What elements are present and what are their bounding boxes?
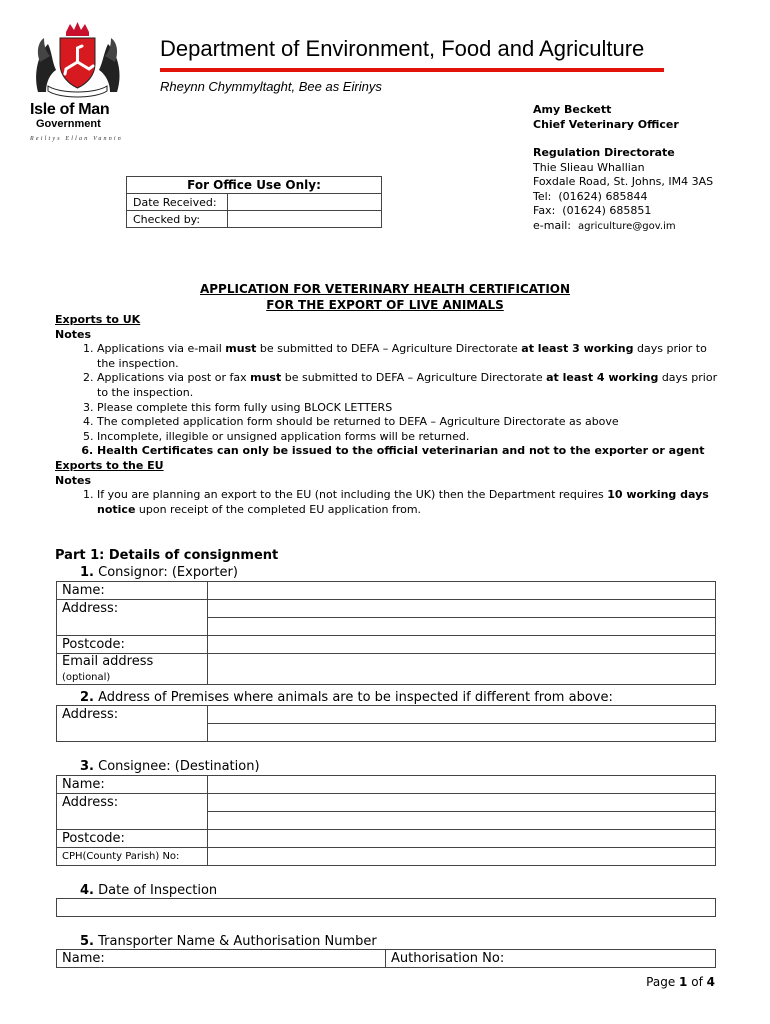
list-item: 2. Applications via post or fax must be submitted to DEFA – Agriculture Directorate at least 4 working days prior to the inspection. <box>97 371 725 400</box>
consignee-name-label: Name: <box>57 776 208 794</box>
premises-address-field-2[interactable] <box>208 724 716 742</box>
consignee-table <box>56 775 716 866</box>
uk-notes-list <box>55 342 725 459</box>
consignor-email-label: Email address (optional) <box>57 654 208 685</box>
list-item: 1. If you are planning an export to the EU (not including the UK) then the Department requires 10 working days notice upon receipt of the completed EU application from. <box>97 488 725 517</box>
isle-of-man-crest-logo <box>30 22 125 100</box>
email-link[interactable]: agriculture@gov.im <box>578 220 676 232</box>
premises-address-label: Address: <box>57 706 208 724</box>
consignee-postcode-label: Postcode: <box>57 830 208 848</box>
inspection-date-field[interactable] <box>57 899 716 917</box>
consignee-address-field-1[interactable] <box>208 794 716 812</box>
office-use-table <box>126 176 382 228</box>
premises-table <box>56 705 716 742</box>
consignor-postcode-field[interactable] <box>208 636 716 654</box>
form-heading-line1: APPLICATION FOR VETERINARY HEALTH CERTIFICATION <box>199 282 571 296</box>
question-1-label: 1. Consignor: (Exporter) <box>80 565 238 580</box>
checked-by-label: Checked by: <box>127 211 228 228</box>
department-manx-title: Rheynn Chymmyltaght, Bee as Eirinys <box>160 79 382 94</box>
list-item: 1. Applications via e-mail must be submitted to DEFA – Agriculture Directorate at least 3 working days prior to the inspection. <box>97 342 725 371</box>
consignee-address-label: Address: <box>57 794 208 812</box>
logo-name: Isle of Man <box>30 101 110 118</box>
consignor-address-field-2[interactable] <box>208 618 716 636</box>
checked-by-field[interactable] <box>228 211 382 228</box>
eu-notes-label: Notes <box>55 473 92 487</box>
inspection-date-table <box>56 898 716 917</box>
exports-uk-title: Exports to UK <box>55 313 141 326</box>
department-title: Department of Environment, Food and Agriculture <box>160 36 645 61</box>
contact-email: e-mail: agriculture@gov.im <box>533 218 676 232</box>
part1-title: Part 1: Details of consignment <box>55 548 279 563</box>
consignor-name-field[interactable] <box>208 582 716 600</box>
consignee-postcode-field[interactable] <box>208 830 716 848</box>
date-received-label: Date Received: <box>127 194 228 211</box>
date-received-field[interactable] <box>228 194 382 211</box>
consignor-address-field-1[interactable] <box>208 600 716 618</box>
logo-manx-text: Reiltys Ellan Vannin <box>30 136 123 142</box>
contact-role: Chief Veterinary Officer <box>533 117 679 131</box>
consignee-address-field-2[interactable] <box>208 812 716 830</box>
form-heading-line2: FOR THE EXPORT OF LIVE ANIMALS <box>266 298 504 312</box>
consignee-cph-label: CPH(County Parish) No: <box>57 848 208 866</box>
list-item: 5. Incomplete, illegible or unsigned application forms will be returned. <box>97 430 725 445</box>
question-3-label: 3. Consignee: (Destination) <box>80 759 260 774</box>
office-use-title: For Office Use Only: <box>127 177 382 194</box>
consignor-postcode-label: Postcode: <box>57 636 208 654</box>
question-4-label: 4. Date of Inspection <box>80 883 218 898</box>
premises-address-field-1[interactable] <box>208 706 716 724</box>
consignor-table <box>56 581 716 685</box>
logo-government: Government <box>36 118 101 130</box>
contact-block <box>533 103 713 234</box>
list-item: 3. Please complete this form fully using BLOCK LETTERS <box>97 401 725 416</box>
consignor-address-label: Address: <box>57 600 208 618</box>
title-divider <box>160 68 664 72</box>
transporter-name-label[interactable]: Name: <box>57 950 386 968</box>
uk-notes-label: Notes <box>55 327 92 341</box>
page-number: Page 1 of 4 <box>646 975 715 989</box>
exports-eu-title: Exports to the EU <box>55 458 164 472</box>
consignor-name-label: Name: <box>57 582 208 600</box>
question-2-label: 2. Address of Premises where animals are to be inspected if different from above: <box>80 690 613 705</box>
transporter-table <box>56 949 716 968</box>
contact-fax: Fax: (01624) 685851 <box>533 204 652 217</box>
consignee-cph-field[interactable] <box>208 848 716 866</box>
list-item: 6. Health Certificates can only be issued to the official veterinarian and not to the exporter or agent <box>97 444 725 459</box>
contact-address-line1: Thie Slieau Whallian <box>533 160 645 174</box>
consignee-name-field[interactable] <box>208 776 716 794</box>
consignor-email-field[interactable] <box>208 654 716 685</box>
list-item: 4. The completed application form should be returned to DEFA – Agriculture Directorate as above <box>97 415 725 430</box>
eu-notes-list <box>55 488 725 517</box>
question-5-label: 5. Transporter Name & Authorisation Number <box>80 934 377 949</box>
contact-name: Amy Beckett <box>533 103 612 116</box>
contact-tel: Tel: (01624) 685844 <box>533 189 648 203</box>
notes-section <box>55 313 725 517</box>
transporter-authorisation-label[interactable]: Authorisation No: <box>386 950 716 968</box>
contact-directorate: Regulation Directorate <box>533 146 675 159</box>
contact-address-line2: Foxdale Road, St. Johns, IM4 3AS <box>533 175 714 188</box>
